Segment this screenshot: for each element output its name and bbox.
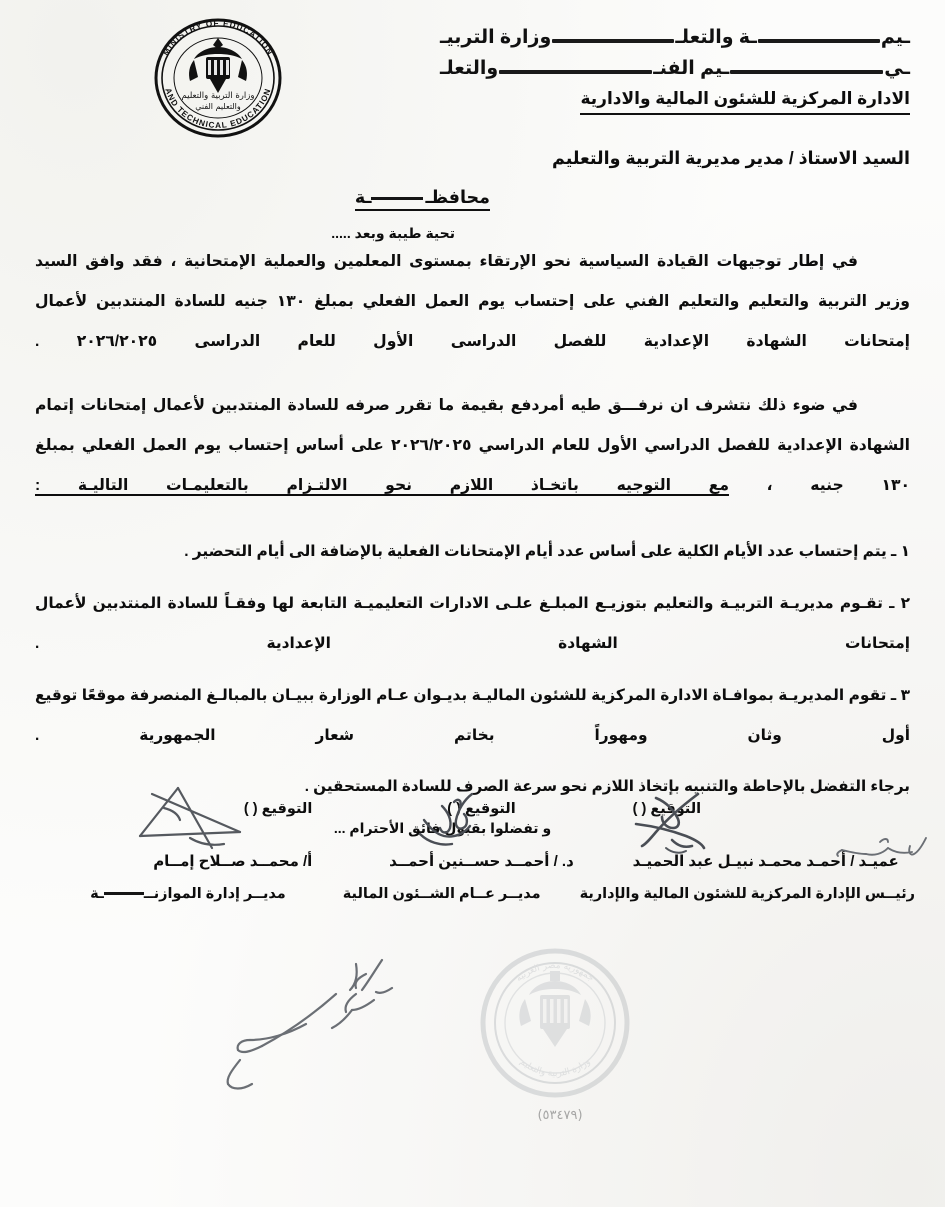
signatory-3-name: عميـد / أحمـد محمـد نبيـل عبد الحميـد [632, 853, 899, 870]
signature-label-text: التوقيع ( [252, 801, 313, 817]
masthead-line-1 [440, 22, 910, 53]
signature-block-2 [340, 800, 622, 818]
svg-text:جمهورية مصر العربية: جمهورية مصر العربية [514, 960, 596, 985]
instruction-item-2: ٢ ـ تقـوم مديريـة التربيـة والتعليم بتوزيـع المبلـغ علـى الادارات التعليميـة التابعة لها وفقـاً للسادة المنتدبين لأعمال إمتحانات الشهادة الإعدادية . [35, 595, 910, 652]
handwritten-approval-note [206, 948, 441, 1098]
governorate-tail: ـة [354, 187, 372, 207]
paragraph-2-underlined: مع التوجيه باتخـاذ اللازم نحو الالتـزام بالتعليمـات التاليـة : [35, 477, 729, 494]
paragraph-2 [35, 386, 910, 506]
greeting-line: تحية طيبة وبعد ..... [331, 225, 455, 241]
signatory-1-title [30, 886, 286, 902]
svg-text:AND TECHNICAL EDUCATION: AND TECHNICAL EDUCATION [163, 86, 273, 131]
kashida-stroke [552, 39, 674, 43]
kashida-stroke [499, 70, 652, 74]
signature-names-row [30, 818, 915, 870]
signatory-1-name: أ/ محمــد صــلاح إمــام [153, 853, 313, 870]
governorate-line [0, 187, 945, 211]
document-body [0, 138, 945, 837]
signature-field-1[interactable] [244, 801, 312, 817]
svg-text:وزارة التربية والتعليم: وزارة التربية والتعليم [517, 1057, 593, 1080]
governorate-label: محافظـ [425, 187, 490, 207]
signatory-2 [340, 818, 622, 870]
signature-titles-row [30, 870, 915, 902]
paragraph-2-main: في ضوء ذلك نتشرف ان نرفـــق طيه أمردفع بقيمة ما تقرر صرفه للسادة المنتدبين لأعمال إمتحانات إتمام الشهادة الإعدادية للفصل الدراسي الأول للعام الدراسي ٢٠٢٦/٢٠٢٥ على أساس إحتساب يوم العمل الفعلي بمبلغ ١٣٠ جنيه ، [35, 397, 910, 494]
governorate-field [355, 187, 490, 211]
masthead-line1-start: وزارة التربيـ [440, 27, 552, 48]
signatory-3 [623, 818, 915, 870]
kashida-stroke [730, 70, 883, 74]
masthead [440, 22, 910, 115]
svg-text:والتعليم الفني: والتعليم الفني [195, 102, 241, 111]
signatory-2-title-cell [314, 870, 570, 902]
title-text: مديــر إدارة الموازنــ [143, 886, 286, 902]
signature-label-close: ) [632, 801, 638, 817]
masthead-line1-tail: ـيم [880, 27, 911, 48]
signature-block-1 [30, 800, 340, 818]
signature-label-text: التوقيع ( [456, 801, 516, 817]
title-tail: ـة [90, 886, 104, 902]
signatory-1-title-cell [30, 870, 314, 902]
signature-field-2[interactable] [447, 801, 515, 817]
official-round-stamp [470, 945, 640, 1110]
masthead-line1-end: ـة والتعلـ [675, 27, 757, 48]
closing-request: برجاء التفضل بالإحاطة والتنبيه بإتخاذ اللازم نحو سرعة الصرف للسادة المستحقين . [304, 778, 910, 795]
recipient-line: السيد الاستاذ / مدير مديرية التربية والتعليم [552, 148, 910, 168]
signatory-2-name: د. / أحمــد حســنين أحمــد [389, 853, 574, 870]
masthead-line2-mid: ـيم الفنـ [653, 58, 730, 79]
department-name: الادارة المركزية للشئون المالية والادارية [580, 86, 910, 115]
signature-block-3 [623, 800, 915, 818]
ministry-seal-logo [118, 16, 318, 141]
kashida-stroke [758, 39, 880, 43]
masthead-line2-start: والتعلـ [440, 58, 499, 79]
masthead-line-2 [440, 53, 910, 84]
signature-field-3[interactable] [633, 801, 701, 817]
signature-label-close: ) [243, 801, 249, 817]
stamp-number: (٥٣٤٧٩) [537, 1108, 583, 1123]
signatory-2-title: مديــر عــام الشــئون المالية [342, 886, 541, 902]
document-header [0, 8, 945, 133]
signature-label-row [30, 800, 915, 818]
svg-text:وزارة التربية والتعليم: وزارة التربية والتعليم [181, 91, 255, 101]
instruction-item-3: ٣ ـ تقوم المديريـة بموافـاة الادارة المركزية للشئون الماليـة بديـوان عـام الوزارة ببيـان بالمبالـغ المنصرفة موقعًا توقيع أول وثان ومهوراً بخاتم شعار الجمهورية . [35, 687, 910, 744]
kashida-stroke [371, 197, 423, 200]
svg-text:MINISTRY OF EDUCATION: MINISTRY OF EDUCATION [161, 18, 275, 57]
signatory-3-title: رئيــس الإدارة المركزية للشئون المالية والإدارية [579, 886, 915, 902]
masthead-line2-tail: ـي [884, 58, 910, 79]
instruction-item-1: ١ ـ يتم إحتساب عدد الأيام الكلية على أساس عدد أيام الإمتحانات الفعلية بالإضافة الى أيام التحضير . [184, 543, 910, 560]
paragraph-1: في إطار توجيهات القيادة السياسية نحو الإرتقاء بمستوى المعلمين والعملية الإمتحانية ، فقد وافق السيد وزير التربية والتعليم والتعليم الفني على إحتساب يوم العمل الفعلي بمبلغ ١٣٠ جنيه للسادة المنتدبين لأعمال إمتحانات الشهادة الإعدادية للفصل الدراسى الأول للعام الدراسى ٢٠٢٦/٢٠٢٥ . [35, 253, 910, 350]
signatory-1 [30, 818, 340, 870]
kashida-stroke [104, 892, 144, 895]
signatory-3-title-cell [570, 870, 915, 902]
regards-line: و تفضلوا بقبول فائق الأحترام ... [333, 820, 552, 836]
signature-label-close: ) [447, 801, 453, 817]
signature-label-text: التوقيع ( [641, 801, 702, 817]
signature-area [0, 800, 945, 940]
